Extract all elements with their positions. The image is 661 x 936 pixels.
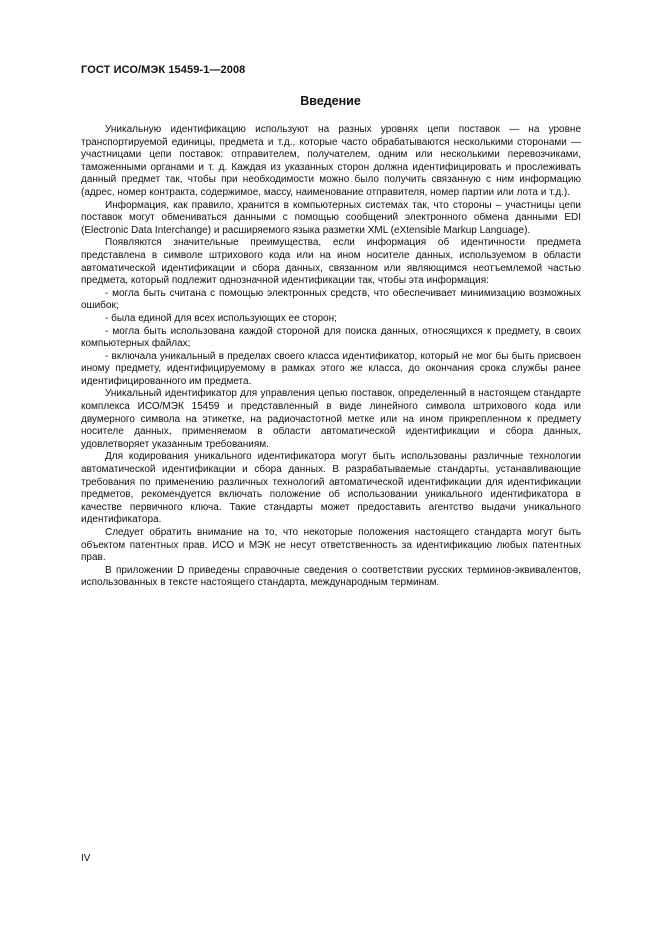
paragraph-information-storage: Информация, как правило, хранится в компьютерных системах так, что стороны – участницы цепи поставок могут обмениваться данными с помощью сообщений электронного обмена данными EDI (Electronic Data Interchange) и расширяемого языка разметки XML (eXtensible Markup Language). <box>81 199 581 236</box>
section-title: Введение <box>300 94 361 108</box>
list-item-data-search: - могла быть использована каждой стороной для поиска данных, относящихся к предмету, в своих компьютерных файлах; <box>81 325 581 350</box>
list-item-unique-in-class: - включала уникальный в пределах своего класса идентификатор, который не мог бы быть присвоен иному предмету, идентифицируемому в рамках этого же класса, до окончания срока службы ранее идентифицированного им предмета. <box>81 350 581 387</box>
paragraph-encoding: Для кодирования уникального идентификатора могут быть использованы различные технологии автоматической идентификации и сбора данных. В разрабатываемые стандарты, устанавливающие требования по применению различных технологий автоматической идентификации для идентификации предметов, рекомендуется включать положение об использовании уникального идентификатора в качестве первичного ключа. Такие стандарты может предоставить агентство выдачи уникального идентификатора. <box>81 451 581 526</box>
paragraph-unique-identifier: Уникальный идентификатор для управления цепью поставок, определенный в настоящем стандарте комплекса ИСО/МЭК 15459 и представленный в виде линейного символа штрихового кода или двумерного символа на этикетке, на радиочастотной метке или на ином прикрепленном к предмету носителе данных, применяемом в области автоматической идентификации и сбора данных, удовлетворяет указанным требованиям. <box>81 388 581 450</box>
paragraph-advantages: Появляются значительные преимущества, если информация об идентичности предмета представлена в символе штрихового кода или на ином носителе данных, используемом в области автоматической идентификации и сбора данных, связанном или являющимся неотъемлемой частью предмета, который подлежит однозначной идентификации так, чтобы эта информация: <box>81 237 581 287</box>
paragraph-annex-d: В приложении D приведены справочные сведения о соответствии русских терминов-эквивалентов, использованных в тексте настоящего стандарта, международным терминам. <box>81 564 581 589</box>
list-item-electronic-reading: - могла быть считана с помощью электронных средств, что обеспечивает минимизацию возможных ошибок; <box>81 287 581 312</box>
paragraph-patent-rights: Следует обратить внимание на то, что некоторые положения настоящего стандарта могут быть объектом патентных прав. ИСО и МЭК не несут ответственность за идентификацию любых патентных прав. <box>81 527 581 564</box>
document-header: ГОСТ ИСО/МЭК 15459-1—2008 <box>81 64 246 76</box>
introduction-body <box>81 124 581 590</box>
paragraph-unique-identification: Уникальную идентификацию используют на разных уровнях цепи поставок — на уровне транспортируемой единицы, предмета и т.д., которые часто обрабатываются несколькими сторонами — участницами цепи поставок: отправителем, получателем, одним или несколькими перевозчиками, таможенными органами и т. д. Каждая из указанных сторон должна идентифицировать и прослеживать данный предмет так, чтобы при необходимости можно было получить связанную с ним информацию (адрес, номер контракта, содержимое, массу, наименование отправителя, номер партии или лота и т.д.). <box>81 124 581 198</box>
list-item-unified: - была единой для всех использующих ее сторон; <box>105 312 337 324</box>
page-number: IV <box>81 853 91 864</box>
